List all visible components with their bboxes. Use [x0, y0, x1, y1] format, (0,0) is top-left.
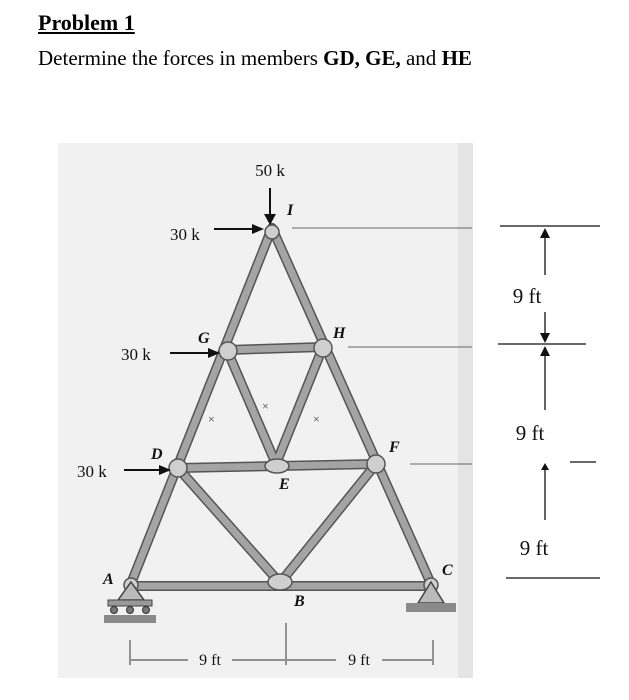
- problem-text-prefix: Determine the forces in members: [38, 46, 324, 70]
- problem-heading: Problem 1: [38, 10, 135, 35]
- joint-label-d: D: [151, 446, 163, 463]
- load-label-30k-g: 30 k: [121, 345, 151, 364]
- gusset-d: [169, 459, 187, 477]
- gusset-e: [265, 459, 289, 473]
- load-label-30k-d: 30 k: [77, 462, 107, 481]
- panel-mark-left: ×: [208, 412, 215, 426]
- load-label-30k-i: 30 k: [170, 225, 200, 244]
- scan-binding-shadow: [458, 143, 473, 678]
- panel-mark-center: ×: [262, 399, 269, 413]
- height-dimension: [498, 226, 600, 578]
- gusset-g: [219, 342, 237, 360]
- load-label-50k: 50 k: [255, 161, 285, 180]
- height-label-top: 9 ft: [512, 284, 542, 308]
- joint-label-i: I: [287, 202, 294, 219]
- joint-label-e: E: [279, 476, 290, 493]
- ground-a: [104, 615, 156, 623]
- member-gh: [227, 347, 323, 350]
- joint-label-h: H: [333, 325, 346, 342]
- problem-text-and: and: [400, 46, 442, 70]
- height-label-middle: 9 ft: [515, 421, 545, 445]
- gusset-b: [268, 574, 292, 590]
- problem-members-gd-ge: GD, GE,: [323, 46, 401, 70]
- joint-label-g: G: [198, 330, 210, 347]
- span-label-right: 9 ft: [348, 652, 370, 669]
- gusset-f: [367, 455, 385, 473]
- panel-mark-right: ×: [313, 412, 320, 426]
- problem-member-he: HE: [441, 46, 472, 70]
- height-labels: [513, 284, 549, 560]
- joint-label-a: A: [103, 571, 114, 588]
- joint-label-f: F: [389, 439, 400, 456]
- joint-label-b: B: [294, 593, 305, 610]
- joint-label-c: C: [442, 562, 453, 579]
- ground-c: [406, 603, 456, 612]
- gusset-i: [265, 225, 279, 239]
- gusset-h: [314, 339, 332, 357]
- span-label-left: 9 ft: [199, 652, 221, 669]
- height-label-bottom: 9 ft: [519, 536, 549, 560]
